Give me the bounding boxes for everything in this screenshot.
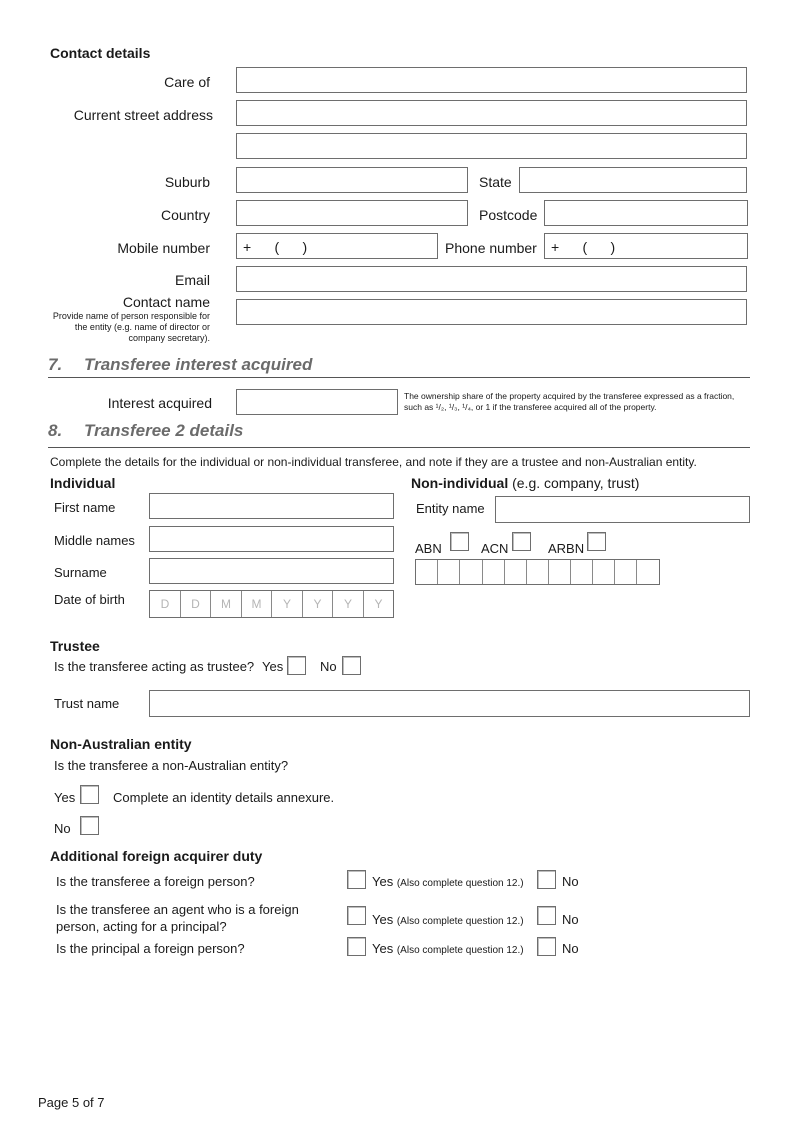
suburb-input[interactable]	[236, 167, 468, 193]
interest-acquired-input[interactable]	[236, 389, 398, 415]
trust-name-input[interactable]	[149, 690, 750, 717]
foreign-q3-no-checkbox[interactable]	[537, 937, 556, 956]
foreign-q1: Is the transferee a foreign person?	[56, 874, 255, 889]
trustee-question: Is the transferee acting as trustee?	[54, 659, 255, 674]
yes-text: Yes	[372, 912, 394, 927]
state-input[interactable]	[519, 167, 747, 193]
foreign-q1-yes-label	[372, 874, 524, 889]
surname-input[interactable]	[149, 558, 394, 584]
country-input[interactable]	[236, 200, 468, 226]
postcode-input[interactable]	[544, 200, 748, 226]
number-cell	[527, 560, 549, 584]
street-address-input-line1[interactable]	[236, 100, 747, 126]
number-cell	[416, 560, 438, 584]
street-address-label: Current street address	[73, 107, 213, 123]
foreign-q1-yes-checkbox[interactable]	[347, 870, 366, 889]
care-of-input[interactable]	[236, 67, 747, 93]
email-label: Email	[174, 272, 210, 288]
street-address-input-line2[interactable]	[236, 133, 747, 159]
non-australian-question: Is the transferee a non-Australian entity?	[54, 758, 289, 773]
section-8-rule	[48, 447, 750, 448]
number-cell	[637, 560, 659, 584]
foreign-q3-no-label: No	[562, 941, 579, 956]
trustee-yes-label: Yes	[262, 659, 284, 674]
email-input[interactable]	[236, 266, 747, 292]
mobile-prefix: + ( )	[243, 239, 308, 255]
first-name-input[interactable]	[149, 493, 394, 519]
yes-note: (Also complete question 12.)	[396, 878, 524, 889]
dob-month-2: M	[242, 591, 272, 617]
non-individual-heading	[411, 475, 639, 491]
middle-names-input[interactable]	[149, 526, 394, 552]
foreign-q1-no-checkbox[interactable]	[537, 870, 556, 889]
contact-name-label: Contact name	[122, 294, 210, 310]
trustee-yes-checkbox[interactable]	[287, 656, 306, 675]
first-name-label: First name	[54, 500, 116, 515]
phone-number-input[interactable]	[544, 233, 748, 259]
number-cell	[549, 560, 571, 584]
yes-text: Yes	[372, 941, 394, 956]
yes-text: Yes	[372, 874, 394, 889]
contact-details-heading: Contact details	[50, 45, 151, 61]
state-label: State	[479, 174, 512, 190]
dob-year-4: Y	[374, 597, 383, 611]
foreign-q2-line2: person, acting for a principal?	[56, 919, 227, 934]
dob-year-3: Y	[333, 591, 364, 617]
entity-name-label: Entity name	[416, 501, 485, 516]
date-of-birth-label: Date of birth	[54, 592, 125, 607]
entity-name-input[interactable]	[495, 496, 750, 523]
trust-name-label: Trust name	[54, 696, 120, 711]
care-of-label: Care of	[164, 74, 210, 90]
dob-year-2: Y	[303, 591, 333, 617]
non-australian-heading: Non-Australian entity	[50, 736, 192, 752]
foreign-q2-no-label: No	[562, 912, 579, 927]
individual-heading: Individual	[50, 475, 116, 491]
mobile-number-label: Mobile number	[117, 240, 210, 256]
number-cell	[438, 560, 460, 584]
postcode-label: Postcode	[479, 207, 538, 223]
acn-checkbox[interactable]	[512, 532, 531, 551]
interest-acquired-label: Interest acquired	[107, 395, 212, 411]
suburb-label: Suburb	[164, 174, 210, 190]
acn-label: ACN	[481, 541, 509, 556]
section-7-number: 7.	[48, 355, 63, 374]
phone-prefix: + ( )	[551, 239, 616, 255]
non-australian-no-label: No	[54, 821, 71, 836]
non-australian-yes-note: Complete an identity details annexure.	[113, 790, 335, 805]
yes-note: (Also complete question 12.)	[396, 945, 524, 956]
foreign-q3: Is the principal a foreign person?	[56, 941, 245, 956]
arbn-label: ARBN	[548, 541, 585, 556]
number-cell	[483, 560, 505, 584]
non-australian-yes-label: Yes	[54, 790, 76, 805]
trustee-heading: Trustee	[50, 638, 100, 654]
foreign-q2-line1: Is the transferee an agent who is a foreign	[56, 902, 299, 917]
foreign-duty-heading: Additional foreign acquirer duty	[50, 848, 263, 864]
phone-number-label: Phone number	[445, 240, 537, 256]
foreign-q3-yes-label	[372, 941, 524, 956]
dob-month-1: M	[211, 591, 242, 617]
surname-label: Surname	[54, 565, 107, 580]
number-cell	[505, 560, 527, 584]
arbn-checkbox[interactable]	[587, 532, 606, 551]
non-australian-yes-checkbox[interactable]	[80, 785, 99, 804]
section-7-title: Transferee interest acquired	[84, 355, 313, 374]
section-8-number: 8.	[48, 421, 63, 440]
contact-name-input[interactable]	[236, 299, 747, 325]
number-cell	[593, 560, 615, 584]
page-number: Page 5 of 7	[38, 1095, 105, 1110]
dob-day-1: D	[150, 591, 181, 617]
section-8-intro: Complete the details for the individual or non-individual transferee, and note if they are a trustee and non-Australian entity.	[50, 455, 697, 469]
date-of-birth-input[interactable]	[149, 590, 394, 618]
interest-acquired-note: The ownership share of the property acquired by the transferee expressed as a fraction, such as ¹/₂, ¹/₃, ¹/₄, or 1 if the transferee acquired all of the property.	[404, 391, 735, 412]
foreign-q2-yes-label	[372, 912, 524, 927]
non-individual-hint: (e.g. company, trust)	[512, 475, 640, 491]
middle-names-label: Middle names	[54, 533, 135, 548]
yes-note: (Also complete question 12.)	[396, 916, 524, 927]
number-cell	[460, 560, 483, 584]
trustee-no-label: No	[320, 659, 337, 674]
number-cell	[571, 560, 593, 584]
foreign-q2-no-checkbox[interactable]	[537, 906, 556, 925]
foreign-q2-yes-checkbox[interactable]	[347, 906, 366, 925]
section-8-title: Transferee 2 details	[84, 421, 244, 440]
abn-checkbox[interactable]	[450, 532, 469, 551]
non-australian-no-checkbox[interactable]	[80, 816, 99, 835]
non-individual-title: Non-individual	[411, 475, 509, 491]
abn-label: ABN	[415, 541, 442, 556]
foreign-q3-yes-checkbox[interactable]	[347, 937, 366, 956]
dob-year-1: Y	[272, 591, 303, 617]
dob-day-2: D	[181, 591, 211, 617]
number-cell	[615, 560, 637, 584]
country-label: Country	[160, 207, 210, 223]
abn-number-input[interactable]	[415, 559, 660, 585]
foreign-q1-no-label: No	[562, 874, 579, 889]
contact-name-note: Provide name of person responsible for the entity (e.g. name of director or company secretary).	[52, 311, 210, 343]
section-7-rule	[48, 377, 750, 378]
mobile-number-input[interactable]	[236, 233, 438, 259]
trustee-no-checkbox[interactable]	[342, 656, 361, 675]
